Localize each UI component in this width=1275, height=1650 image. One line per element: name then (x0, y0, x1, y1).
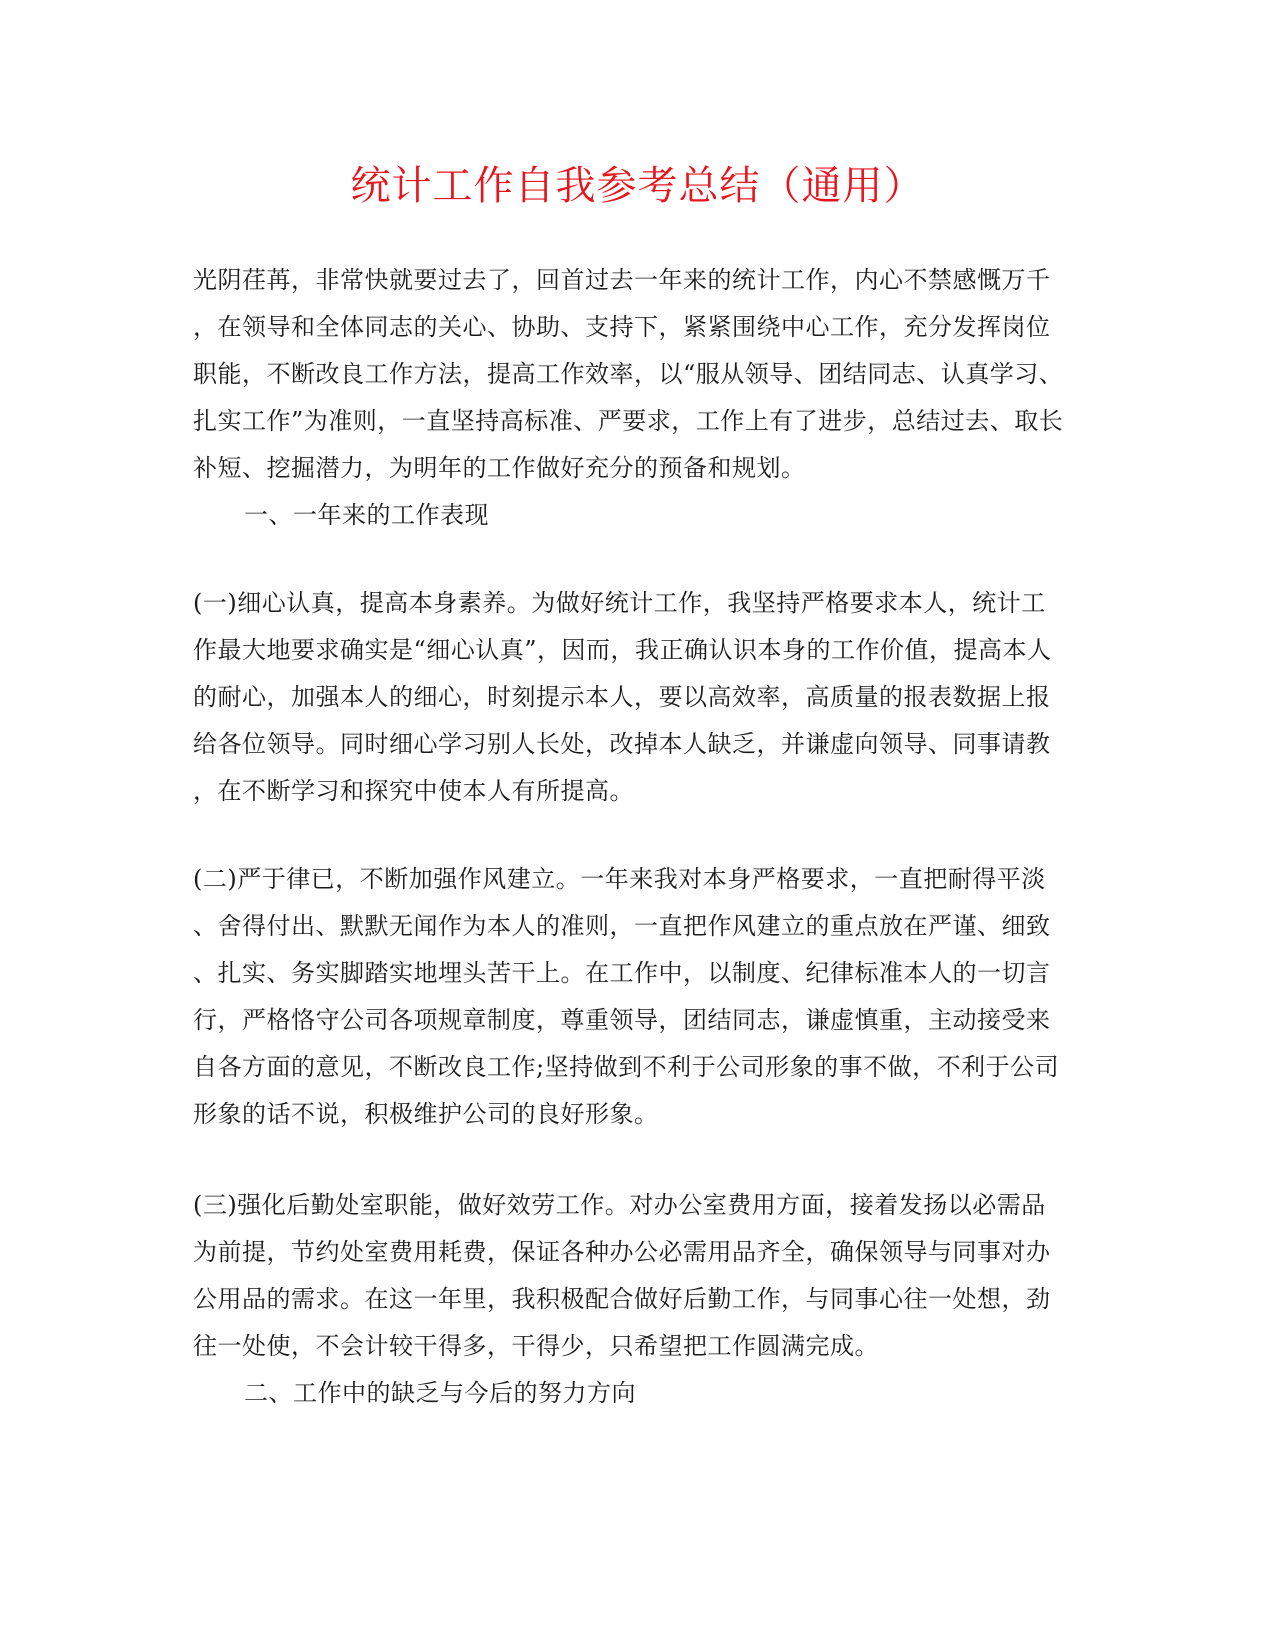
intro-line: ，在领导和全体同志的关心、协助、支持下，紧紧围绕中心工作，充分发挥岗位 (193, 313, 1051, 341)
section-heading-1: 一、一年来的工作表现 (244, 501, 489, 529)
section1-line: ，在不断学习和探究中使本人有所提高。 (193, 777, 634, 805)
section1-line: 给各位领导。同时细心学习别人长处，改掉本人缺乏，并谦虚向领导、同事请教 (193, 730, 1051, 758)
intro-line: 补短、挖掘潜力，为明年的工作做好充分的预备和规划。 (193, 454, 806, 482)
intro-line: 扎实工作”为准则，一直坚持高标准、严要求，工作上有了进步，总结过去、取长 (193, 407, 1064, 435)
section3-line: (三)强化后勤处室职能，做好效劳工作。对办公室费用方面，接着发扬以必需品 (193, 1191, 1046, 1219)
section2-line: (二)严于律已，不断加强作风建立。一年来我对本身严格要求，一直把耐得平淡 (193, 865, 1046, 893)
section2-line: 形象的话不说，积极维护公司的良好形象。 (193, 1100, 659, 1128)
section3-line: 为前提，节约处室费用耗费，保证各种办公必需用品齐全，确保领导与同事对办 (193, 1238, 1051, 1266)
section2-line: 、扎实、务实脚踏实地埋头苦干上。在工作中，以制度、纪律标准本人的一切言 (193, 959, 1051, 987)
intro-line: 光阴荏苒，非常快就要过去了，回首过去一年来的统计工作，内心不禁感慨万千 (193, 266, 1051, 294)
section2-line: 自各方面的意见，不断改良工作;坚持做到不利于公司形象的事不做，不利于公司 (193, 1053, 1060, 1081)
section3-line: 往一处使，不会计较干得多，干得少，只希望把工作圆满完成。 (193, 1332, 879, 1360)
section2-line: 、舍得付出、默默无闻作为本人的准则，一直把作风建立的重点放在严谨、细致 (193, 912, 1051, 940)
document-title: 统计工作自我参考总结（通用） (350, 163, 925, 209)
section-heading-2: 二、工作中的缺乏与今后的努力方向 (244, 1379, 636, 1407)
section1-line: 作最大地要求确实是“细心认真”，因而，我正确认识本身的工作价值，提高本人 (193, 636, 1052, 664)
section1-line: 的耐心，加强本人的细心，时刻提示本人，要以高效率，高质量的报表数据上报 (193, 683, 1051, 711)
intro-line: 职能，不断改良工作方法，提高工作效率，以“服从领导、团结同志、认真学习、 (193, 360, 1064, 388)
section2-line: 行，严格恪守公司各项规章制度，尊重领导，团结同志，谦虚慎重，主动接受来 (193, 1006, 1051, 1034)
section1-line: (一)细心认真，提高本身素养。为做好统计工作，我坚持严格要求本人，统计工 (193, 589, 1046, 617)
section3-line: 公用品的需求。在这一年里，我积极配合做好后勤工作，与同事心往一处想，劲 (193, 1285, 1051, 1313)
